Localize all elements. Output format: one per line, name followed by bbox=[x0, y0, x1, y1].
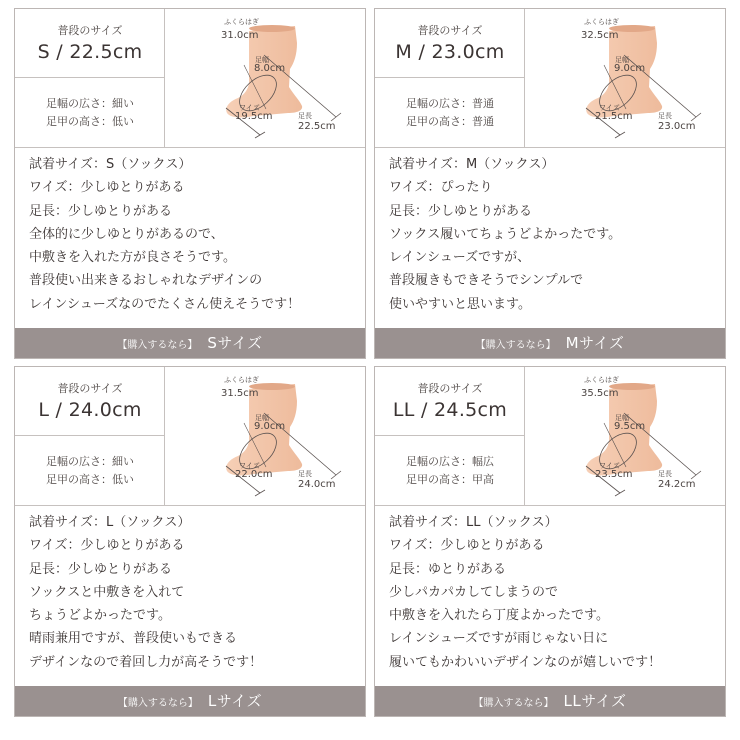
usual-size-value: M / 23.0cm bbox=[395, 41, 505, 63]
review-line: 試着サイズ：M（ソックス） bbox=[389, 157, 555, 172]
instep-height-feel: 足甲の高さ：普通 bbox=[406, 115, 494, 128]
review-line: 普段履きもできそうでシンプルで bbox=[389, 273, 584, 289]
review-line: 試着サイズ：S（ソックス） bbox=[29, 157, 192, 172]
foot-shape-box bbox=[15, 79, 165, 147]
ankle-width-value: 8.0cm bbox=[254, 63, 286, 74]
review-line: レインシューズですが雨じゃない日に bbox=[389, 631, 609, 647]
foot-measurement-diagram bbox=[526, 367, 725, 505]
foot-length-label: 足長 bbox=[658, 470, 672, 478]
size-info-column bbox=[375, 367, 525, 505]
calf-label: ふくらはぎ bbox=[224, 376, 259, 384]
foot-shape-box bbox=[375, 79, 525, 147]
wise-value: 21.5cm bbox=[595, 111, 633, 122]
foot-measurement-diagram bbox=[166, 9, 365, 147]
size-info-column bbox=[375, 9, 525, 147]
ankle-width-value: 9.0cm bbox=[254, 421, 286, 432]
buy-prefix: 【購入するなら】 bbox=[473, 698, 554, 709]
review-line: 中敷きを入れたら丁度よかったです。 bbox=[389, 608, 609, 624]
foot-length-label: 足長 bbox=[658, 112, 672, 120]
foot-length-value: 23.0cm bbox=[658, 121, 696, 132]
usual-size-label: 普段のサイズ bbox=[417, 24, 483, 37]
review-line: ワイズ：少しゆとりがある bbox=[29, 538, 185, 554]
review-line: ちょうどよかったです。 bbox=[29, 608, 171, 624]
ankle-width-label: 足幅 bbox=[615, 56, 629, 64]
foot-measurement-diagram bbox=[526, 9, 725, 147]
foot-measurement-diagram bbox=[166, 367, 365, 505]
buy-size-button[interactable] bbox=[375, 686, 725, 716]
review-line: レインシューズですが、 bbox=[389, 250, 531, 266]
ankle-width-value: 9.0cm bbox=[614, 63, 646, 74]
review-line: 履いてもかわいいデザインなのが嬉しいです！ bbox=[389, 654, 662, 670]
buy-size-button[interactable] bbox=[15, 686, 365, 716]
calf-value: 35.5cm bbox=[581, 388, 619, 399]
instep-height-feel: 足甲の高さ：甲高 bbox=[406, 473, 494, 486]
review-line: 中敷きを入れた方が良さそうです。 bbox=[29, 250, 236, 266]
review-line: ソックスと中敷きを入れて bbox=[29, 584, 185, 600]
review-line: 全体的に少しゆとりがあるので、 bbox=[29, 226, 224, 242]
calf-label: ふくらはぎ bbox=[584, 376, 619, 384]
buy-prefix: 【購入するなら】 bbox=[117, 698, 198, 709]
calf-value: 31.0cm bbox=[221, 30, 259, 41]
review-text bbox=[389, 153, 719, 316]
foot-shape-box bbox=[375, 437, 525, 505]
review-line: 足長：少しゆとりがある bbox=[389, 203, 533, 219]
divider bbox=[375, 147, 725, 148]
review-line: 晴雨兼用ですが、普段使いもできる bbox=[29, 631, 238, 647]
buy-size-label: Lサイズ bbox=[207, 692, 263, 710]
review-line: 試着サイズ：L（ソックス） bbox=[29, 515, 191, 530]
calf-label: ふくらはぎ bbox=[584, 18, 619, 26]
foot-width-feel: 足幅の広さ：細い bbox=[46, 455, 134, 468]
review-text bbox=[29, 153, 359, 316]
review-line: 足長：少しゆとりがある bbox=[29, 203, 173, 219]
review-line: デザインなので着回し力が高そうです！ bbox=[29, 654, 263, 670]
wise-label: ワイズ bbox=[239, 462, 260, 470]
buy-prefix: 【購入するなら】 bbox=[475, 340, 556, 351]
divider bbox=[375, 505, 725, 506]
wise-value: 23.5cm bbox=[595, 469, 633, 480]
instep-height-feel: 足甲の高さ：低い bbox=[46, 473, 134, 486]
review-line: 足長：少しゆとりがある bbox=[29, 561, 173, 577]
foot-length-value: 24.2cm bbox=[658, 479, 696, 490]
wise-label: ワイズ bbox=[599, 104, 620, 112]
review-text bbox=[389, 511, 719, 674]
wise-label: ワイズ bbox=[239, 104, 260, 112]
wise-value: 19.5cm bbox=[235, 111, 273, 122]
usual-size-value: S / 22.5cm bbox=[37, 41, 143, 63]
foot-shape-box bbox=[15, 437, 165, 505]
usual-size-label: 普段のサイズ bbox=[57, 24, 123, 37]
usual-size-value: LL / 24.5cm bbox=[392, 399, 508, 421]
ankle-width-value: 9.5cm bbox=[614, 421, 646, 432]
usual-size-value: L / 24.0cm bbox=[38, 399, 142, 421]
review-line: 足長：ゆとりがある bbox=[389, 561, 507, 577]
usual-size-label: 普段のサイズ bbox=[57, 382, 123, 395]
review-line: 普段使い出来きるおしゃれなデザインの bbox=[29, 273, 263, 289]
instep-height-feel: 足甲の高さ：低い bbox=[46, 115, 134, 128]
divider bbox=[15, 147, 365, 148]
foot-width-feel: 足幅の広さ：幅広 bbox=[406, 455, 494, 468]
buy-size-label: Mサイズ bbox=[565, 334, 625, 352]
buy-size-button[interactable] bbox=[375, 328, 725, 358]
review-line: 少しパカパカしてしまうので bbox=[389, 584, 559, 600]
review-line: レインシューズなのでたくさん使えそうです！ bbox=[29, 296, 301, 312]
usual-size-label: 普段のサイズ bbox=[417, 382, 483, 395]
review-line: 試着サイズ：LL（ソックス） bbox=[389, 515, 558, 530]
size-info-column bbox=[15, 367, 165, 505]
ankle-width-label: 足幅 bbox=[255, 414, 269, 422]
card-top bbox=[375, 9, 725, 147]
divider bbox=[15, 505, 365, 506]
buy-size-label: Sサイズ bbox=[207, 334, 263, 352]
foot-length-label: 足長 bbox=[298, 112, 312, 120]
foot-length-value: 24.0cm bbox=[298, 479, 336, 490]
review-card-s bbox=[14, 8, 366, 359]
calf-value: 31.5cm bbox=[221, 388, 259, 399]
review-line: ワイズ：少しゆとりがある bbox=[29, 180, 185, 196]
foot-width-feel: 足幅の広さ：細い bbox=[46, 97, 134, 110]
usual-size-box bbox=[375, 367, 525, 436]
foot-length-value: 22.5cm bbox=[298, 121, 336, 132]
usual-size-box bbox=[15, 367, 165, 436]
card-top bbox=[15, 9, 365, 147]
review-line: 使いやすいと思います。 bbox=[389, 296, 531, 312]
usual-size-box bbox=[15, 9, 165, 78]
review-line: ワイズ：少しゆとりがある bbox=[389, 538, 545, 554]
buy-prefix: 【購入するなら】 bbox=[117, 340, 198, 351]
review-line: ワイズ：ぴったり bbox=[389, 180, 493, 196]
foot-length-label: 足長 bbox=[298, 470, 312, 478]
usual-size-box bbox=[375, 9, 525, 78]
size-info-column bbox=[15, 9, 165, 147]
review-line: ソックス履いてちょうどよかったです。 bbox=[389, 226, 622, 242]
wise-value: 22.0cm bbox=[235, 469, 273, 480]
buy-size-button[interactable] bbox=[15, 328, 365, 358]
calf-value: 32.5cm bbox=[581, 30, 619, 41]
review-card-ll bbox=[374, 366, 726, 717]
ankle-width-label: 足幅 bbox=[615, 414, 629, 422]
review-card-m bbox=[374, 8, 726, 359]
card-top bbox=[375, 367, 725, 505]
review-text bbox=[29, 511, 359, 674]
buy-size-label: LLサイズ bbox=[563, 692, 627, 710]
calf-label: ふくらはぎ bbox=[224, 18, 259, 26]
wise-label: ワイズ bbox=[599, 462, 620, 470]
review-card-l bbox=[14, 366, 366, 717]
foot-width-feel: 足幅の広さ：普通 bbox=[406, 97, 494, 110]
ankle-width-label: 足幅 bbox=[255, 56, 269, 64]
card-top bbox=[15, 367, 365, 505]
